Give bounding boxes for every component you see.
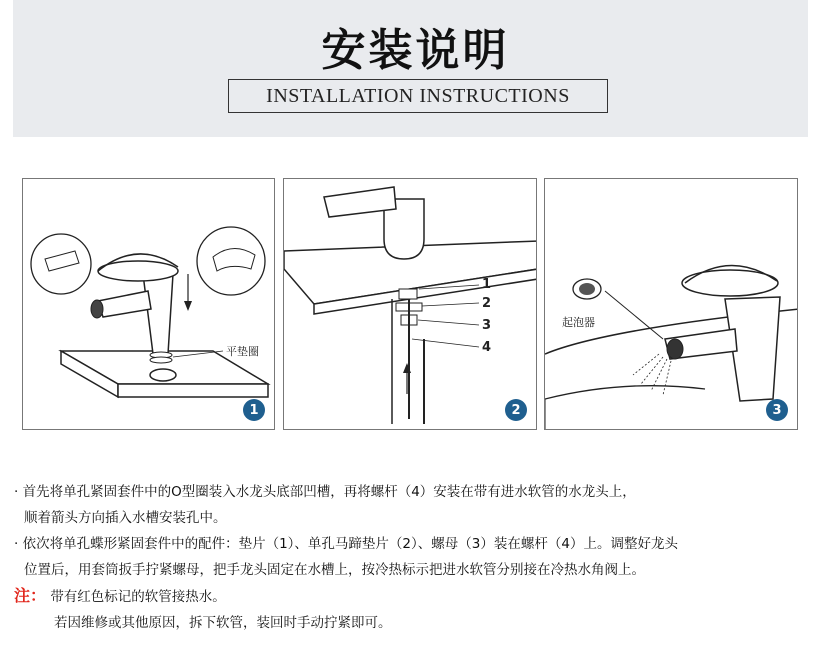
step-1-illustration <box>22 178 275 430</box>
step-2-line-1: · 依次将单孔蝶形紧固套件中的配件：垫片（1）、单孔马蹄垫片（2）、螺母（3）装在螺杆（4）上。调整好龙头 <box>14 536 678 552</box>
step-1-line-2: 顺着箭头方向插入水槽安装孔中。 <box>24 510 227 526</box>
callout-2: 2 <box>482 296 492 311</box>
step-3-illustration <box>544 178 798 430</box>
step-2-drawing <box>284 179 537 430</box>
callout-4: 4 <box>482 340 492 355</box>
callout-3: 3 <box>482 318 492 333</box>
gasket-label: 平垫圈 <box>226 345 259 358</box>
page-title: 安装说明 <box>321 25 510 76</box>
step-3-badge: 3 <box>766 399 788 421</box>
step-2-illustration <box>283 178 537 430</box>
instructions <box>14 479 824 636</box>
step-1-badge: 1 <box>243 399 265 421</box>
aerator-label: 起泡器 <box>562 316 595 329</box>
step-2-line-2: 位置后，用套筒扳手拧紧螺母，把手龙头固定在水槽上，按冷热标示把进水软管分别接在冷热水角阀上。 <box>24 562 645 578</box>
step-2-badge: 2 <box>505 399 527 421</box>
page-subtitle: INSTALLATION INSTRUCTIONS <box>266 84 570 107</box>
note-line-2: 若因维修或其他原因，拆下软管，装回时手动拧紧即可。 <box>54 615 392 631</box>
note-line-1: 带有红色标记的软管接热水。 <box>50 589 226 605</box>
callout-1: 1 <box>482 277 492 292</box>
note-row <box>14 583 824 610</box>
step-1-line-1: · 首先将单孔紧固套件中的O型圈装入水龙头底部凹槽，再将螺杆（4）安装在带有进水软管的水龙头上， <box>14 484 636 500</box>
subtitle-box <box>228 79 608 113</box>
step-3-drawing <box>545 179 798 430</box>
step-1-drawing <box>23 179 275 430</box>
note-label: 注： <box>14 586 47 605</box>
